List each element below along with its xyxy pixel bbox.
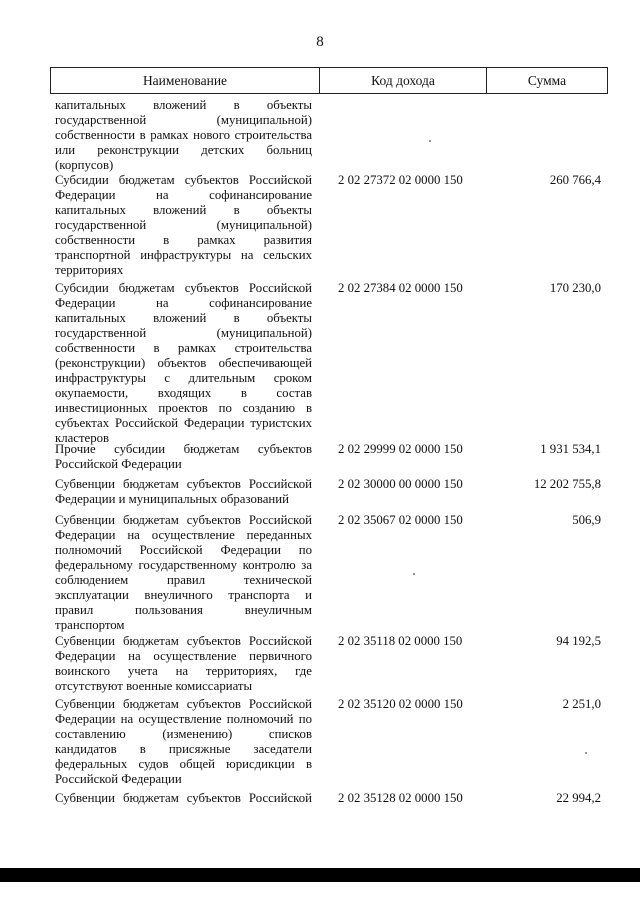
row-sum: 2 251,0	[562, 697, 601, 711]
table-header	[50, 67, 608, 94]
row-name-line: собственности в рамках строительства	[55, 341, 312, 355]
row-sum: 12 202 755,8	[533, 477, 601, 491]
row-name-line: инфраструктуры с длительным сроком	[55, 371, 312, 385]
row-name-line: государственной (муниципальной)	[55, 326, 312, 340]
row-sum: 506,9	[572, 513, 601, 527]
row-name-line: соблюдением правил технической	[55, 573, 312, 587]
row-name-line: федеральных судов общей юрисдикции в	[55, 757, 312, 771]
row-name-line: или реконструкции детских больниц	[55, 143, 312, 157]
row-name-line: Субвенции бюджетам субъектов Российской	[55, 697, 312, 711]
header-code: Код дохода	[320, 68, 487, 93]
header-sum: Сумма	[527, 73, 567, 88]
page-number: 8	[316, 34, 324, 50]
row-code: 2 02 27372 02 0000 150	[338, 173, 463, 187]
row-name	[55, 281, 312, 446]
row-name-line: Субвенции бюджетам субъектов Российской	[55, 791, 312, 805]
row-name-line: государственной (муниципальной)	[55, 113, 312, 127]
row-name	[55, 442, 312, 472]
row-name-line: составлению (изменению) списков	[55, 727, 312, 741]
row-sum: 1 931 534,1	[540, 442, 601, 456]
row-name-line: Субвенции бюджетам субъектов Российской	[55, 513, 312, 527]
row-name-line: Федерации на осуществление переданных	[55, 528, 312, 542]
row-name-line: государственной (муниципальной)	[55, 218, 312, 232]
row-sum: 260 766,4	[549, 173, 601, 187]
row-name-line: Федерации на осуществление первичного	[55, 649, 312, 663]
scan-speck	[413, 573, 415, 575]
scan-speck	[429, 140, 431, 142]
row-name-line: транспортной инфраструктуры на сельских	[55, 248, 312, 262]
row-code: 2 02 30000 00 0000 150	[338, 477, 463, 491]
row-name-line: Субвенции бюджетам субъектов Российской	[55, 477, 312, 491]
row-code: 2 02 35128 02 0000 150	[338, 791, 463, 805]
row-name	[55, 173, 312, 278]
row-name-line: Субсидии бюджетам субъектов Российской	[55, 281, 312, 295]
row-name	[55, 477, 312, 507]
row-name	[55, 98, 312, 173]
row-code: 2 02 29999 02 0000 150	[338, 442, 463, 456]
row-name	[55, 697, 312, 787]
row-name-line: кандидатов в присяжные заседатели	[55, 742, 312, 756]
row-name-line: воинского учета на территориях, где	[55, 664, 312, 678]
row-name-line: инвестиционных проектов по созданию в	[55, 401, 312, 415]
row-name-line: собственности в рамках нового строительства	[55, 128, 312, 142]
row-name-line: капитальных вложений в объекты	[55, 98, 312, 112]
row-code: 2 02 35067 02 0000 150	[338, 513, 463, 527]
header-name: Наименование	[51, 68, 320, 93]
row-sum: 170 230,0	[549, 281, 601, 295]
row-name-line: Субсидии бюджетам субъектов Российской	[55, 173, 312, 187]
row-name-line: Российской Федерации	[55, 772, 182, 786]
row-name-line: территориях	[55, 263, 124, 277]
row-sum: 94 192,5	[556, 634, 601, 648]
row-name-line: (реконструкции) объектов обеспечивающей	[55, 356, 312, 370]
row-name-line: отсутствуют военные комиссариаты	[55, 679, 253, 693]
row-name-line: правил пользования внеуличным	[55, 603, 312, 617]
row-name-line: Федерации на осуществление полномочий по	[55, 712, 312, 726]
scan-bottom-edge	[0, 868, 640, 882]
row-name-line: кластеров	[55, 431, 110, 445]
row-name-line: эксплуатации внеуличного транспорта и	[55, 588, 312, 602]
row-code: 2 02 35118 02 0000 150	[338, 634, 463, 648]
row-code: 2 02 35120 02 0000 150	[338, 697, 463, 711]
row-name-line: Федерации на софинансирование	[55, 188, 312, 202]
scan-speck	[585, 752, 587, 754]
row-name	[55, 634, 312, 694]
row-name-line: Прочие субсидии бюджетам субъектов	[55, 442, 312, 456]
row-name	[55, 791, 312, 806]
row-name-line: Федерации и муниципальных образований	[55, 492, 289, 506]
row-name-line: капитальных вложений в объекты	[55, 203, 312, 217]
row-name-line: субъектах Российской Федерации туристских	[55, 416, 312, 430]
row-sum: 22 994,2	[556, 791, 601, 805]
row-name-line: Российской Федерации	[55, 457, 182, 471]
row-name-line: Федерации на софинансирование	[55, 296, 312, 310]
row-name-line: Субвенции бюджетам субъектов Российской	[55, 634, 312, 648]
row-code: 2 02 27384 02 0000 150	[338, 281, 463, 295]
row-name-line: (корпусов)	[55, 158, 114, 172]
row-name-line: капитальных вложений в объекты	[55, 311, 312, 325]
row-name-line: собственности в рамках развития	[55, 233, 312, 247]
row-name	[55, 513, 312, 633]
row-name-line: транспортом	[55, 618, 125, 632]
row-name-line: полномочий Российской Федерации по	[55, 543, 312, 557]
row-name-line: федеральному государственному контролю за	[55, 558, 312, 572]
row-name-line: окупаемости, входящих в состав	[55, 386, 312, 400]
